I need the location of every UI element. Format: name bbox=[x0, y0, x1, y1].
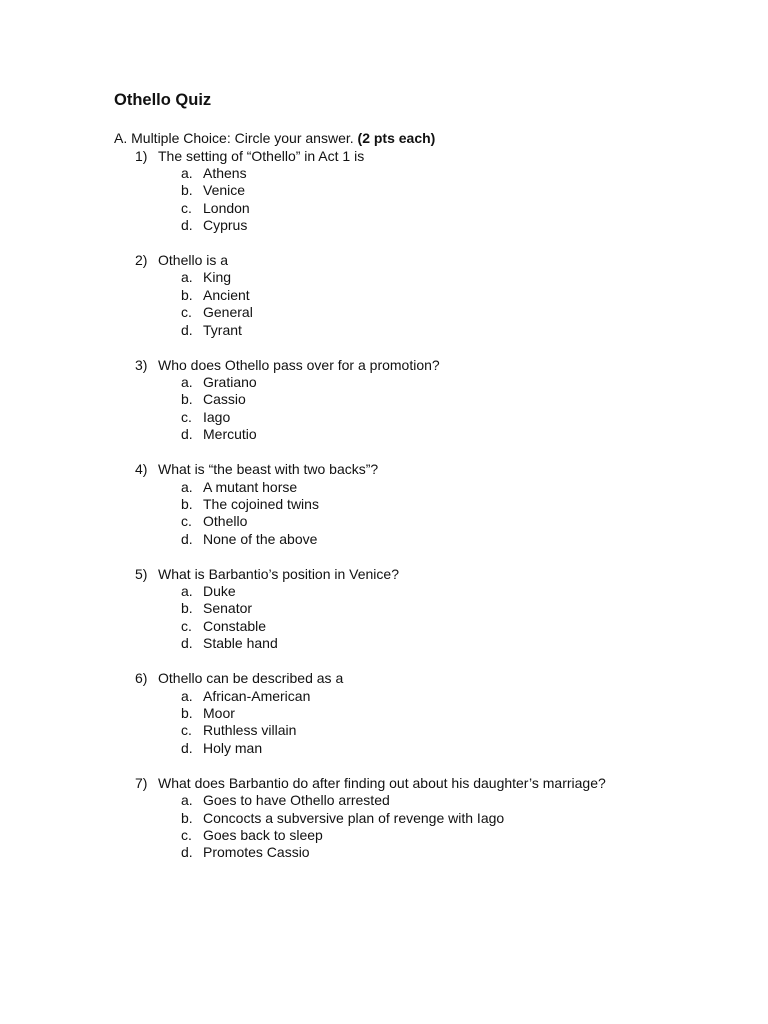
option-letter: d. bbox=[181, 530, 193, 547]
option-text: Othello bbox=[203, 513, 248, 530]
answer-option-d[interactable] bbox=[0, 426, 768, 443]
answer-option-a[interactable] bbox=[0, 792, 768, 809]
answer-option-c[interactable] bbox=[0, 200, 768, 217]
option-text: London bbox=[203, 199, 250, 216]
answer-option-b[interactable] bbox=[0, 810, 768, 827]
question-number: 5) bbox=[135, 565, 148, 582]
option-text: Constable bbox=[203, 617, 267, 634]
question-text: Othello is a bbox=[158, 252, 229, 269]
option-text: Ruthless villain bbox=[203, 722, 297, 739]
question-3 bbox=[0, 357, 768, 444]
option-letter: b. bbox=[181, 495, 193, 512]
answer-option-d[interactable] bbox=[0, 844, 768, 861]
option-text: Gratiano bbox=[203, 373, 257, 390]
option-text: African-American bbox=[203, 687, 311, 704]
option-text: Venice bbox=[203, 182, 246, 199]
option-letter: a. bbox=[181, 373, 193, 390]
question-line bbox=[0, 775, 768, 792]
answer-options bbox=[0, 688, 768, 758]
question-5 bbox=[0, 566, 768, 653]
answer-option-c[interactable] bbox=[0, 722, 768, 739]
answer-option-b[interactable] bbox=[0, 600, 768, 617]
option-text: Promotes Cassio bbox=[203, 844, 310, 861]
option-letter: a. bbox=[181, 687, 193, 704]
answer-option-c[interactable] bbox=[0, 827, 768, 844]
option-letter: c. bbox=[181, 826, 192, 843]
option-letter: d. bbox=[181, 635, 193, 652]
option-letter: a. bbox=[181, 164, 193, 181]
option-letter: b. bbox=[181, 182, 193, 199]
answer-option-c[interactable] bbox=[0, 409, 768, 426]
option-text: Concocts a subversive plan of revenge with Iago bbox=[203, 809, 505, 826]
option-letter: a. bbox=[181, 583, 193, 600]
option-text: Athens bbox=[203, 164, 247, 181]
answer-option-d[interactable] bbox=[0, 322, 768, 339]
option-letter: d. bbox=[181, 426, 193, 443]
answer-option-a[interactable] bbox=[0, 374, 768, 391]
option-text: A mutant horse bbox=[203, 478, 298, 495]
answer-option-c[interactable] bbox=[0, 618, 768, 635]
option-letter: b. bbox=[181, 705, 193, 722]
page-title: Othello Quiz bbox=[114, 91, 212, 109]
answer-option-b[interactable] bbox=[0, 391, 768, 408]
answer-option-b[interactable] bbox=[0, 496, 768, 513]
question-number: 3) bbox=[135, 356, 148, 373]
option-letter: c. bbox=[181, 617, 192, 634]
option-letter: d. bbox=[181, 321, 193, 338]
question-line bbox=[0, 357, 768, 374]
option-letter: c. bbox=[181, 304, 192, 321]
answer-option-d[interactable] bbox=[0, 635, 768, 652]
answer-option-b[interactable] bbox=[0, 705, 768, 722]
answer-option-b[interactable] bbox=[0, 182, 768, 199]
option-letter: c. bbox=[181, 408, 192, 425]
answer-options bbox=[0, 269, 768, 339]
option-text: None of the above bbox=[203, 530, 318, 547]
question-number: 2) bbox=[135, 252, 148, 269]
option-text: General bbox=[203, 304, 253, 321]
question-6 bbox=[0, 670, 768, 757]
option-text: Moor bbox=[203, 705, 235, 722]
question-text: What is “the beast with two backs”? bbox=[158, 461, 379, 478]
option-letter: a. bbox=[181, 792, 193, 809]
answer-option-c[interactable] bbox=[0, 304, 768, 321]
option-text: King bbox=[203, 269, 232, 286]
question-text: Who does Othello pass over for a promotion? bbox=[158, 356, 440, 373]
question-text: What does Barbantio do after finding out about his daughter’s marriage? bbox=[158, 774, 606, 791]
question-line bbox=[0, 148, 768, 165]
answer-option-c[interactable] bbox=[0, 513, 768, 530]
answer-option-d[interactable] bbox=[0, 217, 768, 234]
question-line bbox=[0, 670, 768, 687]
section-heading bbox=[114, 130, 435, 147]
option-letter: c. bbox=[181, 199, 192, 216]
option-letter: b. bbox=[181, 600, 193, 617]
option-text: Goes back to sleep bbox=[203, 826, 323, 843]
question-line bbox=[0, 252, 768, 269]
option-letter: a. bbox=[181, 269, 193, 286]
section-instructions: A. Multiple Choice: Circle your answer. bbox=[114, 130, 354, 146]
option-text: Stable hand bbox=[203, 635, 278, 652]
question-text: What is Barbantio’s position in Venice? bbox=[158, 565, 399, 582]
answer-options bbox=[0, 165, 768, 235]
option-text: Cyprus bbox=[203, 217, 248, 234]
question-line bbox=[0, 461, 768, 478]
option-text: Senator bbox=[203, 600, 253, 617]
question-number: 7) bbox=[135, 774, 148, 791]
option-letter: c. bbox=[181, 722, 192, 739]
question-text: Othello can be described as a bbox=[158, 670, 344, 687]
answer-option-a[interactable] bbox=[0, 688, 768, 705]
option-text: Duke bbox=[203, 583, 236, 600]
question-4 bbox=[0, 461, 768, 548]
question-list bbox=[0, 148, 768, 880]
question-number: 1) bbox=[135, 147, 148, 164]
question-number: 4) bbox=[135, 461, 148, 478]
question-1 bbox=[0, 148, 768, 235]
option-letter: c. bbox=[181, 513, 192, 530]
option-letter: b. bbox=[181, 286, 193, 303]
answer-option-b[interactable] bbox=[0, 287, 768, 304]
section-points: (2 pts each) bbox=[357, 130, 436, 146]
answer-option-a[interactable] bbox=[0, 479, 768, 496]
option-letter: b. bbox=[181, 391, 193, 408]
option-text: Mercutio bbox=[203, 426, 257, 443]
option-letter: d. bbox=[181, 739, 193, 756]
question-2 bbox=[0, 252, 768, 339]
answer-options bbox=[0, 583, 768, 653]
answer-options bbox=[0, 792, 768, 862]
option-letter: d. bbox=[181, 217, 193, 234]
answer-option-d[interactable] bbox=[0, 531, 768, 548]
question-line bbox=[0, 566, 768, 583]
option-letter: d. bbox=[181, 844, 193, 861]
option-text: The cojoined twins bbox=[203, 495, 319, 512]
option-text: Iago bbox=[203, 408, 231, 425]
answer-options bbox=[0, 479, 768, 549]
question-7 bbox=[0, 775, 768, 862]
answer-option-a[interactable] bbox=[0, 269, 768, 286]
question-number: 6) bbox=[135, 670, 148, 687]
option-text: Holy man bbox=[203, 739, 263, 756]
option-letter: b. bbox=[181, 809, 193, 826]
option-text: Cassio bbox=[203, 391, 246, 408]
answer-option-a[interactable] bbox=[0, 583, 768, 600]
option-letter: a. bbox=[181, 478, 193, 495]
answer-option-d[interactable] bbox=[0, 740, 768, 757]
question-text: The setting of “Othello” in Act 1 is bbox=[158, 147, 365, 164]
option-text: Goes to have Othello arrested bbox=[203, 792, 390, 809]
answer-options bbox=[0, 374, 768, 444]
answer-option-a[interactable] bbox=[0, 165, 768, 182]
option-text: Tyrant bbox=[203, 321, 242, 338]
option-text: Ancient bbox=[203, 286, 250, 303]
